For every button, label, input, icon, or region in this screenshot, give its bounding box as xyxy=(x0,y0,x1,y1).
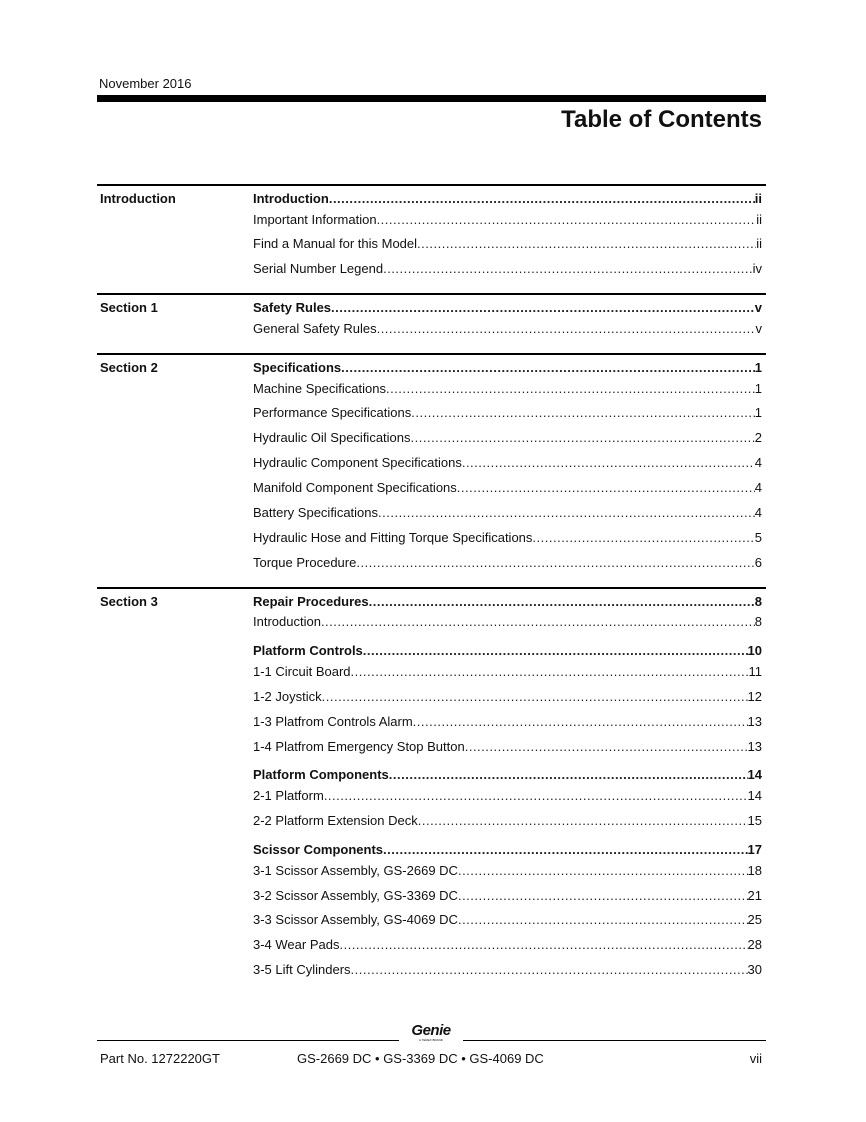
entry-title: Hydraulic Oil Specifications xyxy=(253,430,411,445)
entry-title: Manifold Component Specifications xyxy=(253,480,457,495)
dot-leader xyxy=(363,643,748,658)
page-date: November 2016 xyxy=(99,76,192,91)
entry-title: Machine Specifications xyxy=(253,381,386,396)
entry-title: Introduction xyxy=(253,191,329,206)
entry-title: Torque Procedure xyxy=(253,555,357,570)
dot-leader xyxy=(351,962,748,977)
dot-leader xyxy=(329,191,755,206)
toc-entry[interactable] xyxy=(253,962,762,977)
entry-title: Hydraulic Component Specifications xyxy=(253,455,462,470)
dot-leader xyxy=(417,236,756,251)
entry-page: 14 xyxy=(747,767,762,782)
section-label: Section 1 xyxy=(100,300,158,315)
entry-page: 25 xyxy=(747,912,762,927)
entry-page: 2 xyxy=(754,430,762,445)
entry-page: 18 xyxy=(747,863,762,878)
dot-leader xyxy=(532,530,754,545)
entry-page: iv xyxy=(752,261,762,276)
toc-entry[interactable] xyxy=(253,594,762,609)
toc-entry[interactable] xyxy=(253,555,762,570)
dot-leader xyxy=(321,614,755,629)
entry-page: 13 xyxy=(747,739,762,754)
toc-entry[interactable] xyxy=(253,480,762,495)
entry-page: 4 xyxy=(754,455,762,470)
entry-title: 3-1 Scissor Assembly, GS-2669 DC xyxy=(253,863,458,878)
toc-entry[interactable] xyxy=(253,261,762,276)
dot-leader xyxy=(383,261,753,276)
entry-page: 4 xyxy=(754,480,762,495)
entry-title: 1-3 Platfrom Controls Alarm xyxy=(253,714,413,729)
dot-leader xyxy=(462,455,755,470)
toc-entry[interactable] xyxy=(253,212,762,227)
entry-page: 17 xyxy=(747,842,762,857)
toc-entry[interactable] xyxy=(253,360,762,375)
toc-entry[interactable] xyxy=(253,689,762,704)
genie-logo xyxy=(405,1024,457,1042)
toc-entry[interactable] xyxy=(253,714,762,729)
dot-leader xyxy=(418,813,748,828)
toc-entry[interactable] xyxy=(253,739,762,754)
toc-entry[interactable] xyxy=(253,236,762,251)
section-label: Section 2 xyxy=(100,360,158,375)
toc-entry[interactable] xyxy=(253,842,762,857)
entry-title: Find a Manual for this Model xyxy=(253,236,418,251)
header-rule xyxy=(97,95,766,102)
entry-title: 3-2 Scissor Assembly, GS-3369 DC xyxy=(253,888,458,903)
toc-entry[interactable] xyxy=(253,430,762,445)
dot-leader xyxy=(377,212,757,227)
toc-entry[interactable] xyxy=(253,381,762,396)
entry-page: 21 xyxy=(747,888,762,903)
entry-title: Performance Specifications xyxy=(253,405,412,420)
entry-page: 11 xyxy=(748,664,762,679)
footer-rule-right xyxy=(463,1040,766,1041)
dot-leader xyxy=(411,405,755,420)
toc-entry[interactable] xyxy=(253,455,762,470)
dot-leader xyxy=(351,664,749,679)
entry-page: 13 xyxy=(747,714,762,729)
entry-title: Important Information xyxy=(253,212,377,227)
entry-page: 8 xyxy=(754,594,762,609)
dot-leader xyxy=(457,480,755,495)
entry-page: 28 xyxy=(747,937,762,952)
dot-leader xyxy=(458,912,748,927)
toc-entry[interactable] xyxy=(253,321,762,336)
page-number: vii xyxy=(749,1051,762,1066)
toc-entry[interactable] xyxy=(253,191,762,206)
model-list: GS-2669 DC • GS-3369 DC • GS-4069 DC xyxy=(297,1051,544,1066)
dot-leader xyxy=(389,767,748,782)
entry-title: Introduction xyxy=(253,614,321,629)
entry-title: Battery Specifications xyxy=(253,505,379,520)
toc-entry[interactable] xyxy=(253,863,762,878)
dot-leader xyxy=(322,689,748,704)
entry-page: ii xyxy=(756,236,762,251)
entry-title: 1-1 Circuit Board xyxy=(253,664,351,679)
toc-entry[interactable] xyxy=(253,643,762,658)
toc-section xyxy=(97,184,766,276)
dot-leader xyxy=(369,594,755,609)
entry-title: Hydraulic Hose and Fitting Torque Specifications xyxy=(253,530,533,545)
entry-page: ii xyxy=(754,191,762,206)
part-number: Part No. 1272220GT xyxy=(100,1051,220,1066)
entry-page: 8 xyxy=(754,614,762,629)
dot-leader xyxy=(386,381,755,396)
toc-entry[interactable] xyxy=(253,530,762,545)
dot-leader xyxy=(413,714,748,729)
dot-leader xyxy=(324,788,748,803)
toc-entry[interactable] xyxy=(253,888,762,903)
entry-title: Safety Rules xyxy=(253,300,332,315)
toc-entry[interactable] xyxy=(253,912,762,927)
entry-title: Serial Number Legend xyxy=(253,261,384,276)
entry-title: 3-4 Wear Pads xyxy=(253,937,340,952)
entry-page: v xyxy=(755,321,762,336)
entry-title: Repair Procedures xyxy=(253,594,369,609)
dot-leader xyxy=(339,937,747,952)
entry-page: 14 xyxy=(747,788,762,803)
toc-entry[interactable] xyxy=(253,614,762,629)
toc-entry[interactable] xyxy=(253,405,762,420)
dot-leader xyxy=(341,360,755,375)
toc-section xyxy=(97,587,766,977)
entry-page: 5 xyxy=(754,530,762,545)
footer-rule-left xyxy=(97,1040,399,1041)
entry-page: 1 xyxy=(754,381,762,396)
toc-section xyxy=(97,353,766,570)
dot-leader xyxy=(378,505,755,520)
entry-title: Platform Components xyxy=(253,767,389,782)
entry-page: 4 xyxy=(754,505,762,520)
logo-subtext: A TEREX BRAND xyxy=(419,1038,443,1042)
toc-entry[interactable] xyxy=(253,937,762,952)
entry-title: Platform Controls xyxy=(253,643,363,658)
entry-page: 15 xyxy=(747,813,762,828)
dot-leader xyxy=(458,863,748,878)
entry-page: 6 xyxy=(754,555,762,570)
logo-text: Genie xyxy=(411,1022,451,1039)
entry-title: 1-2 Joystick xyxy=(253,689,322,704)
toc-entry[interactable] xyxy=(253,767,762,782)
entry-page: ii xyxy=(756,212,762,227)
dot-leader xyxy=(383,842,748,857)
toc-section xyxy=(97,293,766,336)
entry-page: 1 xyxy=(754,405,762,420)
toc-entry[interactable] xyxy=(253,300,762,315)
dot-leader xyxy=(377,321,756,336)
entry-page: v xyxy=(754,300,762,315)
entry-title: Scissor Components xyxy=(253,842,384,857)
entry-page: 1 xyxy=(754,360,762,375)
entry-title: 3-3 Scissor Assembly, GS-4069 DC xyxy=(253,912,458,927)
entry-page: 12 xyxy=(747,689,762,704)
entry-page: 10 xyxy=(747,643,762,658)
entry-page: 30 xyxy=(747,962,762,977)
section-label: Introduction xyxy=(100,191,176,206)
dot-leader xyxy=(458,888,748,903)
dot-leader xyxy=(465,739,748,754)
entry-title: 1-4 Platfrom Emergency Stop Button xyxy=(253,739,465,754)
entry-title: 3-5 Lift Cylinders xyxy=(253,962,351,977)
section-label: Section 3 xyxy=(100,594,158,609)
toc-entry[interactable] xyxy=(253,664,762,679)
page-title: Table of Contents xyxy=(561,106,762,133)
dot-leader xyxy=(356,555,754,570)
entry-title: 2-1 Platform xyxy=(253,788,324,803)
dot-leader xyxy=(411,430,755,445)
entry-title: 2-2 Platform Extension Deck xyxy=(253,813,418,828)
entry-title: General Safety Rules xyxy=(253,321,377,336)
entry-title: Specifications xyxy=(253,360,342,375)
dot-leader xyxy=(331,300,755,315)
toc-entry[interactable] xyxy=(253,788,762,803)
toc-entry[interactable] xyxy=(253,505,762,520)
toc-entry[interactable] xyxy=(253,813,762,828)
